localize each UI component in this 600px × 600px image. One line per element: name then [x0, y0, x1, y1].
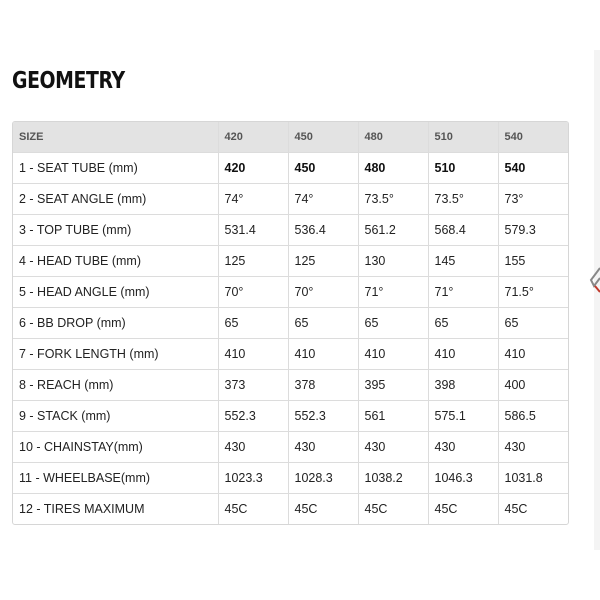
- row-value: 561.2: [358, 214, 428, 245]
- row-value: 1038.2: [358, 462, 428, 493]
- table-body: [13, 152, 568, 524]
- row-value: 45C: [288, 493, 358, 524]
- row-value: 398: [428, 369, 498, 400]
- table-row: [13, 338, 568, 369]
- row-value: 74°: [218, 183, 288, 214]
- row-value: 155: [498, 245, 568, 276]
- table-row: [13, 152, 568, 183]
- row-value: 70°: [288, 276, 358, 307]
- row-value: 130: [358, 245, 428, 276]
- row-value: 45C: [358, 493, 428, 524]
- table-row: [13, 245, 568, 276]
- table-row: [13, 183, 568, 214]
- page-title: GEOMETRY: [12, 68, 125, 94]
- row-label: 2 - SEAT ANGLE (mm): [13, 183, 218, 214]
- row-value: 410: [288, 338, 358, 369]
- row-value: 65: [428, 307, 498, 338]
- row-value: 410: [498, 338, 568, 369]
- row-label: 5 - HEAD ANGLE (mm): [13, 276, 218, 307]
- row-value: 45C: [504, 501, 528, 516]
- header-size-480: 480: [358, 122, 428, 152]
- row-label: 7 - FORK LENGTH (mm): [13, 338, 218, 369]
- row-value: 45C: [218, 493, 288, 524]
- row-value: 510: [428, 152, 498, 183]
- row-value: 65: [218, 307, 288, 338]
- row-value: 65: [358, 307, 428, 338]
- row-value: 531.4: [218, 214, 288, 245]
- row-value: 552.3: [288, 400, 358, 431]
- row-value: 536.4: [288, 214, 358, 245]
- row-value: 373: [218, 369, 288, 400]
- row-label: 4 - HEAD TUBE (mm): [13, 245, 218, 276]
- row-value: 450: [288, 152, 358, 183]
- row-value: 575.1: [428, 400, 498, 431]
- row-value: 586.5: [498, 400, 568, 431]
- row-label: 3 - TOP TUBE (mm): [13, 214, 218, 245]
- row-value: 1031.8: [498, 462, 568, 493]
- table-row: [13, 369, 568, 400]
- row-value: 1046.3: [428, 462, 498, 493]
- header-size-450: 450: [288, 122, 358, 152]
- row-value: 430: [498, 431, 568, 462]
- row-value: 430: [428, 431, 498, 462]
- row-value: 74°: [288, 183, 358, 214]
- row-value: 73.5°: [358, 183, 428, 214]
- row-value: 540: [498, 152, 568, 183]
- table-row: [13, 214, 568, 245]
- row-value: 430: [358, 431, 428, 462]
- header-size-510: 510: [428, 122, 498, 152]
- header-size-420: 420: [218, 122, 288, 152]
- row-value: 1028.3: [288, 462, 358, 493]
- table-row: [13, 493, 568, 524]
- row-value: 400: [498, 369, 568, 400]
- row-value: 45C: [428, 493, 498, 524]
- row-value: 395: [358, 369, 428, 400]
- bike-frame-edge-icon: [586, 262, 600, 302]
- row-value: 430: [218, 431, 288, 462]
- row-value: 552.3: [218, 400, 288, 431]
- row-value: 1023.3: [218, 462, 288, 493]
- row-value: 430: [288, 431, 358, 462]
- row-value: 125: [288, 245, 358, 276]
- header-size-label: SIZE: [13, 122, 218, 152]
- row-value: 579.3: [498, 214, 568, 245]
- row-label: 6 - BB DROP (mm): [13, 307, 218, 338]
- row-value: 65: [288, 307, 358, 338]
- row-value: 561: [358, 400, 428, 431]
- row-value: 71°: [358, 276, 428, 307]
- row-value: 65: [498, 307, 568, 338]
- row-value: 378: [288, 369, 358, 400]
- row-value: 73°: [498, 183, 568, 214]
- table-header-row: [13, 122, 568, 152]
- row-value: 480: [358, 152, 428, 183]
- table-row: [13, 462, 568, 493]
- row-value: 420: [218, 152, 288, 183]
- row-label: 1 - SEAT TUBE (mm): [13, 152, 218, 183]
- row-value: 410: [218, 338, 288, 369]
- row-value: 410: [428, 338, 498, 369]
- row-value: 568.4: [428, 214, 498, 245]
- geometry-table-container: [12, 121, 569, 525]
- row-label: 8 - REACH (mm): [13, 369, 218, 400]
- row-value: 410: [358, 338, 428, 369]
- table-row: [13, 276, 568, 307]
- geometry-table: [13, 122, 568, 524]
- row-label: 12 - TIRES MAXIMUM: [13, 493, 218, 524]
- header-size-540: 540: [498, 122, 568, 152]
- row-value: 125: [218, 245, 288, 276]
- row-label: 9 - STACK (mm): [13, 400, 218, 431]
- row-label: 11 - WHEELBASE(mm): [13, 462, 218, 493]
- row-value: 71.5°: [498, 276, 568, 307]
- table-row: [13, 307, 568, 338]
- row-value: 71°: [428, 276, 498, 307]
- row-label: 10 - CHAINSTAY(mm): [13, 431, 218, 462]
- row-value: 73.5°: [428, 183, 498, 214]
- table-row: [13, 400, 568, 431]
- table-row: [13, 431, 568, 462]
- row-value: 145: [428, 245, 498, 276]
- row-value: 70°: [218, 276, 288, 307]
